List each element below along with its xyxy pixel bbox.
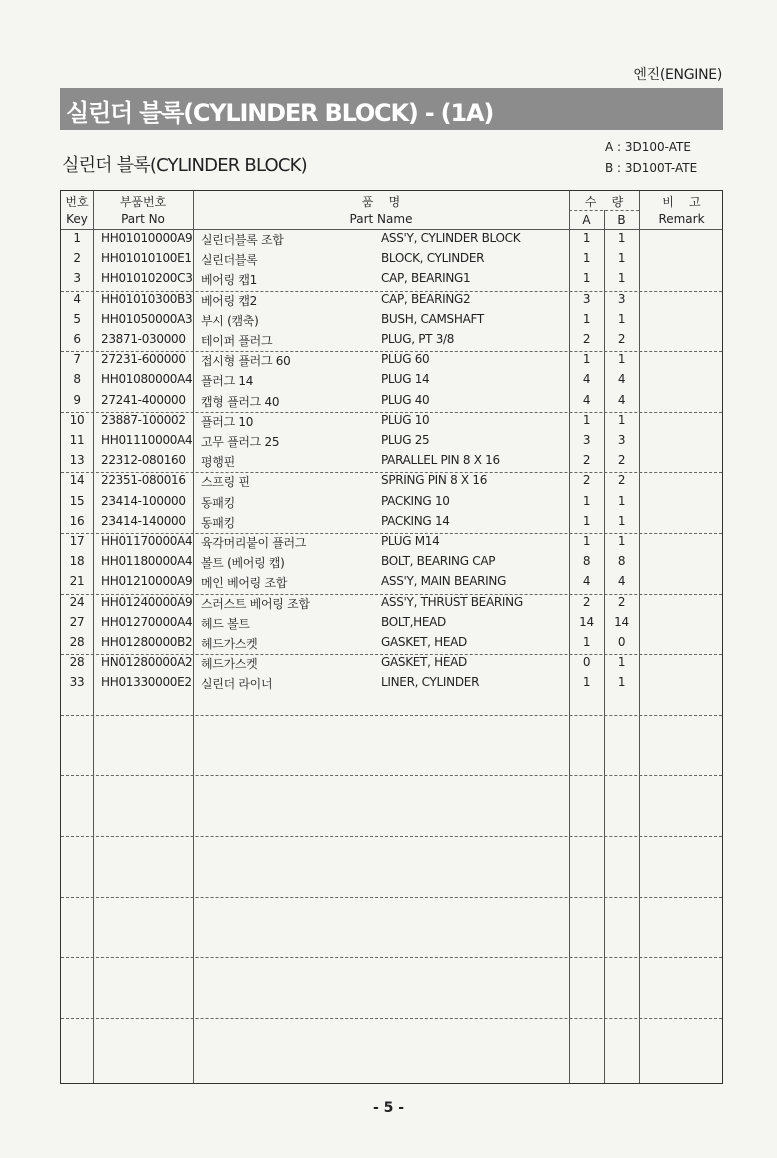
cell-name-ko: 헤드 볼트 xyxy=(201,616,250,631)
row-separator xyxy=(61,957,722,958)
column-rule xyxy=(639,191,640,1083)
cell-a: 3 xyxy=(582,433,591,447)
row-separator xyxy=(61,533,722,534)
row-separator xyxy=(61,897,722,898)
cell-a: 2 xyxy=(582,332,591,346)
cell-part-no: HH01010000A9 xyxy=(101,231,193,245)
column-rule xyxy=(193,191,194,1083)
cell-b: 1 xyxy=(617,534,626,548)
cell-a: 4 xyxy=(582,392,591,407)
cell-b: 1 xyxy=(617,412,626,427)
cell-key: 33 xyxy=(69,675,85,690)
header-rule xyxy=(61,229,722,230)
cell-part-no: HH01080000A4 xyxy=(101,372,193,387)
cell-name-en: BLOCK, CYLINDER xyxy=(381,251,485,266)
cell-name-ko: 접시형 플러그 60 xyxy=(201,354,291,369)
cell-key: 9 xyxy=(73,392,81,407)
section-label: 엔진(ENGINE) xyxy=(633,67,722,83)
header-partno-en: Part No xyxy=(121,212,165,226)
cell-b: 1 xyxy=(617,675,626,690)
cell-a: 1 xyxy=(582,412,591,427)
cell-name-en: PLUG 14 xyxy=(381,372,430,387)
cell-name-en: PLUG 25 xyxy=(381,433,430,447)
cell-b: 1 xyxy=(617,271,626,286)
cell-part-no: HH01210000A9 xyxy=(101,574,193,589)
cell-a: 1 xyxy=(582,493,591,508)
cell-part-no: HH01330000E2 xyxy=(101,675,192,690)
cell-key: 21 xyxy=(69,574,85,589)
cell-name-en: PLUG M14 xyxy=(381,534,440,548)
row-separator xyxy=(61,715,722,716)
cell-name-en: CAP, BEARING2 xyxy=(381,291,471,306)
cell-key: 4 xyxy=(73,291,81,306)
cell-name-en: PLUG, PT 3/8 xyxy=(381,332,455,346)
cell-name-en: BUSH, CAMSHAFT xyxy=(381,311,484,326)
cell-key: 10 xyxy=(69,412,85,427)
cell-part-no: 22312-080160 xyxy=(101,453,186,468)
cell-name-en: PARALLEL PIN 8 X 16 xyxy=(381,453,500,468)
cell-part-no: 22351-080016 xyxy=(101,473,186,488)
cell-part-no: 23871-030000 xyxy=(101,332,186,346)
cell-name-en: BOLT, BEARING CAP xyxy=(381,554,496,569)
cell-part-no: HH01110000A4 xyxy=(101,433,193,447)
cell-name-en: ASS'Y, MAIN BEARING xyxy=(381,574,507,589)
cell-name-ko: 볼트 (베어링 캡) xyxy=(201,556,285,571)
cell-name-ko: 플러그 14 xyxy=(201,374,254,389)
cell-key: 16 xyxy=(69,513,85,528)
cell-a: 1 xyxy=(582,251,591,266)
cell-name-ko: 실린더 라이너 xyxy=(201,677,273,692)
cell-part-no: 23414-100000 xyxy=(101,493,186,508)
header-remark-en: Remark xyxy=(658,212,705,226)
cell-name-ko: 동패킹 xyxy=(201,515,235,530)
row-separator xyxy=(61,291,722,292)
header-rule xyxy=(569,210,639,211)
cell-name-en: BOLT,HEAD xyxy=(381,614,446,629)
cell-part-no: 23414-140000 xyxy=(101,513,186,528)
row-separator xyxy=(61,472,722,473)
cell-key: 6 xyxy=(73,332,81,346)
cell-b: 1 xyxy=(617,493,626,508)
cell-b: 2 xyxy=(617,594,626,609)
subtitle: 실린더 블록(CYLINDER BLOCK) xyxy=(62,155,307,176)
cell-key: 28 xyxy=(69,655,85,670)
cell-name-ko: 헤드가스켓 xyxy=(201,657,258,672)
cell-b: 3 xyxy=(617,433,626,447)
row-separator xyxy=(61,1018,722,1019)
header-key-en: Key xyxy=(66,212,88,226)
cell-name-ko: 테이퍼 플러그 xyxy=(201,334,273,348)
cell-a: 1 xyxy=(582,231,591,245)
header-partname-ko: 품 명 xyxy=(361,195,401,209)
header-qty-ko: 수 량 xyxy=(584,195,624,209)
cell-name-ko: 스프링 핀 xyxy=(201,475,250,490)
cell-name-en: PLUG 60 xyxy=(381,352,430,367)
row-separator xyxy=(61,351,722,352)
cell-a: 0 xyxy=(582,655,591,670)
cell-key: 8 xyxy=(73,372,81,387)
header-remark-ko: 비 고 xyxy=(662,195,701,209)
cell-name-ko: 베어링 캡2 xyxy=(201,293,258,308)
cell-name-ko: 캡형 플러그 40 xyxy=(201,394,280,409)
cell-a: 1 xyxy=(582,352,591,367)
cell-name-en: LINER, CYLINDER xyxy=(381,675,480,690)
cell-b: 2 xyxy=(617,453,626,468)
model-b-label: B : 3D100T-ATE xyxy=(605,161,698,175)
cell-part-no: HH01170000A4 xyxy=(101,534,193,548)
row-separator xyxy=(61,594,722,595)
cell-part-no: HH01240000A9 xyxy=(101,594,193,609)
cell-part-no: 23887-100002 xyxy=(101,412,186,427)
row-separator xyxy=(61,654,722,655)
cell-name-en: CAP, BEARING1 xyxy=(381,271,471,286)
cell-b: 1 xyxy=(617,251,626,266)
cell-part-no: HH01180000A4 xyxy=(101,554,193,569)
cell-b: 4 xyxy=(617,392,626,407)
cell-b: 1 xyxy=(617,311,626,326)
cell-name-ko: 육각머리붙이 플러그 xyxy=(201,536,307,550)
cell-key: 2 xyxy=(73,251,81,266)
cell-name-ko: 플러그 10 xyxy=(201,414,254,429)
cell-part-no: 27231-600000 xyxy=(101,352,186,367)
cell-key: 14 xyxy=(69,473,85,488)
cell-a: 1 xyxy=(582,675,591,690)
cell-a: 3 xyxy=(582,291,591,306)
cell-a: 8 xyxy=(582,554,591,569)
cell-part-no: 27241-400000 xyxy=(101,392,186,407)
cell-a: 4 xyxy=(582,372,591,387)
cell-b: 14 xyxy=(614,614,629,629)
cell-a: 1 xyxy=(582,271,591,286)
cell-a: 1 xyxy=(582,513,591,528)
row-separator xyxy=(61,836,722,837)
cell-name-ko: 고무 플러그 25 xyxy=(201,435,280,449)
parts-table xyxy=(60,190,723,1084)
cell-key: 7 xyxy=(73,352,81,367)
cell-key: 17 xyxy=(69,534,85,548)
cell-key: 18 xyxy=(69,554,85,569)
cell-b: 3 xyxy=(617,291,626,306)
cell-b: 2 xyxy=(617,473,626,488)
cell-a: 2 xyxy=(582,473,591,488)
title-bar xyxy=(60,88,723,130)
cell-name-ko: 실린더블록 조합 xyxy=(201,233,284,247)
cell-part-no: HH01010300B3 xyxy=(101,291,193,306)
cell-name-ko: 동패킹 xyxy=(201,495,235,510)
header-qty-b: B xyxy=(617,213,626,227)
cell-b: 2 xyxy=(617,332,626,346)
cell-name-ko: 스러스트 베어링 조합 xyxy=(201,596,310,611)
cell-b: 1 xyxy=(617,231,626,245)
page-title: 실린더 블록(CYLINDER BLOCK) - (1A) xyxy=(66,99,494,127)
column-rule xyxy=(93,191,94,1083)
cell-name-en: GASKET, HEAD xyxy=(381,635,467,649)
cell-a: 2 xyxy=(582,594,591,609)
header-partname-en: Part Name xyxy=(349,212,413,226)
cell-key: 27 xyxy=(69,614,85,629)
cell-b: 1 xyxy=(617,352,626,367)
cell-name-ko: 평행핀 xyxy=(201,455,235,470)
cell-key: 5 xyxy=(73,311,81,326)
cell-key: 13 xyxy=(69,453,85,468)
cell-a: 14 xyxy=(579,614,594,629)
cell-b: 1 xyxy=(617,655,626,670)
cell-a: 4 xyxy=(582,574,591,589)
cell-b: 8 xyxy=(617,554,626,569)
cell-b: 4 xyxy=(617,372,626,387)
cell-a: 2 xyxy=(582,453,591,468)
cell-b: 1 xyxy=(617,513,626,528)
cell-part-no: HH01270000A4 xyxy=(101,614,193,629)
cell-name-en: PACKING 14 xyxy=(381,513,450,528)
cell-part-no: HH01050000A3 xyxy=(101,311,193,326)
model-a-label: A : 3D100-ATE xyxy=(605,140,691,154)
header-partno-ko: 부품번호 xyxy=(119,195,167,209)
cell-a: 1 xyxy=(582,635,591,649)
cell-name-en: PLUG 40 xyxy=(381,392,430,407)
cell-name-en: PLUG 10 xyxy=(381,412,430,427)
row-separator xyxy=(61,412,722,413)
cell-name-ko: 베어링 캡1 xyxy=(201,273,258,288)
cell-name-en: PACKING 10 xyxy=(381,493,450,508)
cell-key: 11 xyxy=(69,433,85,447)
cell-name-ko: 메인 베어링 조합 xyxy=(201,576,288,591)
cell-name-en: ASS'Y, THRUST BEARING xyxy=(381,594,523,609)
cell-key: 1 xyxy=(73,231,81,245)
cell-key: 24 xyxy=(69,594,85,609)
cell-name-ko: 실린더블록 xyxy=(201,253,258,268)
cell-name-ko: 부시 (캠축) xyxy=(201,313,259,328)
page-number: - 5 - xyxy=(372,1100,405,1116)
cell-b: 0 xyxy=(617,635,626,649)
cell-a: 1 xyxy=(582,311,591,326)
cell-a: 1 xyxy=(582,534,591,548)
cell-name-en: GASKET, HEAD xyxy=(381,655,467,670)
cell-name-ko: 헤드가스켓 xyxy=(201,637,258,651)
cell-part-no: HH01010200C3 xyxy=(101,271,193,286)
cell-name-en: SPRING PIN 8 X 16 xyxy=(381,473,488,488)
cell-key: 28 xyxy=(69,635,85,649)
cell-key: 15 xyxy=(69,493,85,508)
cell-part-no: HN01280000A2 xyxy=(101,655,193,670)
row-separator xyxy=(61,775,722,776)
cell-part-no: HH01010100E1 xyxy=(101,251,192,266)
cell-part-no: HH01280000B2 xyxy=(101,635,193,649)
cell-b: 4 xyxy=(617,574,626,589)
header-key-ko: 번호 xyxy=(65,195,89,209)
cell-name-en: ASS'Y, CYLINDER BLOCK xyxy=(381,231,521,245)
header-qty-a: A xyxy=(582,213,591,227)
cell-key: 3 xyxy=(73,271,81,286)
